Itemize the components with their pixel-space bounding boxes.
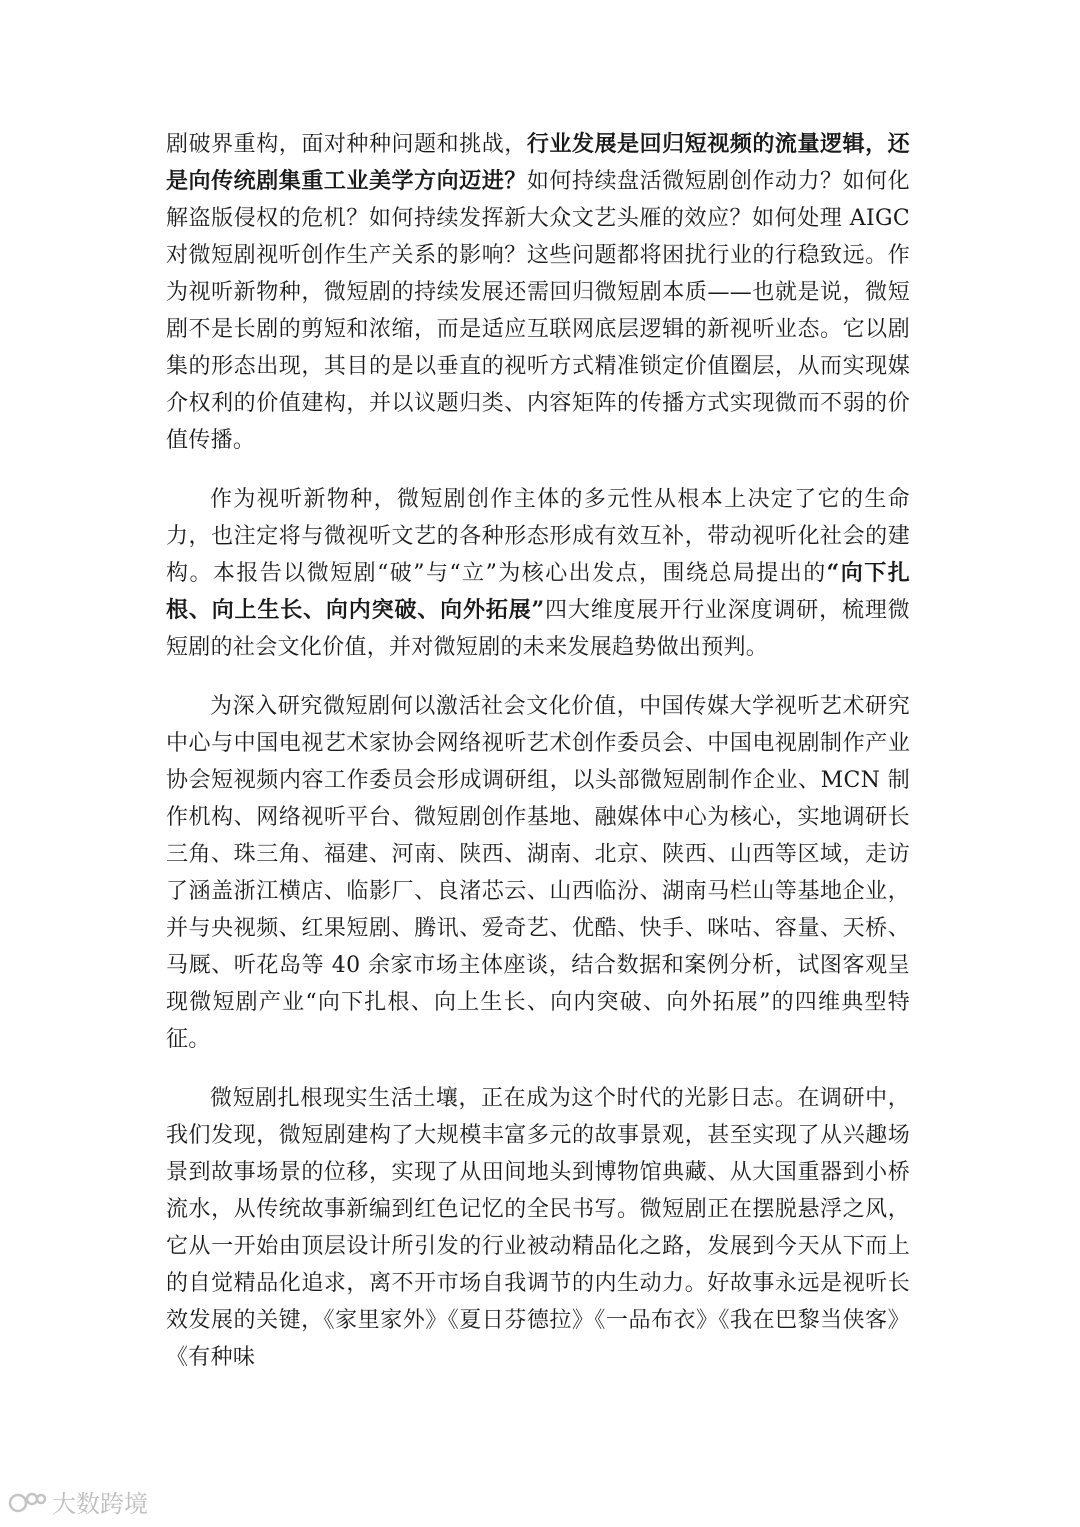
paragraph-3 (166, 688, 910, 1058)
paragraph-3-text: 为深入研究微短剧何以激活社会文化价值，中国传媒大学视听艺术研究中心与中国电视艺术家协会网络视听艺术创作委员会、中国电视剧制作产业协会短视频内容工作委员会形成调研组，以头部微短剧制作企业、MCN 制作机构、网络视听平台、微短剧创作基地、融媒体中心为核心，实地调研长三角、珠三角、福建、河南、陕西、湖南、北京、陕西、山西等区域，走访了涵盖浙江横店、临影厂、良渚芯云、山西临汾、湖南马栏山等基地企业，并与央视频、红果短剧、腾讯、爱奇艺、优酷、快手、咪咕、容量、天桥、马厩、听花岛等 40 余家市场主体座谈，结合数据和案例分析，试图客观呈现微短剧产业“向下扎根、向上生长、向内突破、向外拓展”的四维典型特征。 (166, 694, 910, 1052)
watermark-text: 大数跨境 (52, 1490, 148, 1518)
paragraph-2-text-b: 四大维度展开行业深度调研，梳理微短剧的社会文化价值，并对微短剧的未来发展趋势做出预判。 (166, 598, 910, 660)
paragraph-1 (166, 126, 910, 459)
paragraph-1-text-b: 如何持续盘活微短剧创作动力？如何化解盗版侵权的危机？如何持续发挥新大众文艺头雁的效应？如何处理 AIGC 对微短剧视听创作生产关系的影响？这些问题都将困扰行业的行稳致远。作为视听新物种，微短剧的持续发展还需回归微短剧本质——也就是说，微短剧不是长剧的剪短和浓缩，而是适应互联网底层逻辑的新视听业态。它以剧集的形态出现，其目的是以垂直的视听方式精准锁定价值圈层，从而实现媒介权利的价值建构，并以议题归类、内容矩阵的传播方式实现微而不弱的价值传播。 (166, 169, 910, 453)
paragraph-2-bold-dimensions: “向下扎根、向上生长、向内突破、向外拓展” (166, 560, 910, 623)
paragraph-4-text: 微短剧扎根现实生活土壤，正在成为这个时代的光影日志。在调研中，我们发现，微短剧建构了大规模丰富多元的故事景观，甚至实现了从兴趣场景到故事场景的位移，实现了从田间地头到博物馆典藏、从大国重器到小桥流水，从传统故事新编到红色记忆的全民书写。微短剧正在摆脱悬浮之风，它从一开始由顶层设计所引发的行业被动精品化之路，发展到今天从下而上的自觉精品化追求，离不开市场自我调节的内生动力。好故事永远是视听长效发展的关键，《家里家外》《夏日芬德拉》《一品布衣》《我在巴黎当侠客》《有种味 (166, 1086, 910, 1370)
paragraph-4 (166, 1080, 910, 1376)
paragraph-1-text-a: 剧破界重构，面对种种问题和挑战， (166, 132, 527, 157)
brand-logo-icon (8, 1489, 46, 1515)
body-text (166, 126, 910, 1398)
watermark (8, 1484, 148, 1519)
paragraph-2 (166, 481, 910, 666)
paragraph-2-text-a: 作为视听新物种，微短剧创作主体的多元性从根本上决定了它的生命力，也注定将与微视听文艺的各种形态形成有效互补，带动视听化社会的建构。本报告以微短剧“破”与“立”为核心出发点，围绕总局提出的 (166, 487, 910, 586)
paragraph-1-bold-question: 行业发展是回归短视频的流量逻辑，还是向传统剧集重工业美学方向迈进？ (166, 131, 910, 194)
